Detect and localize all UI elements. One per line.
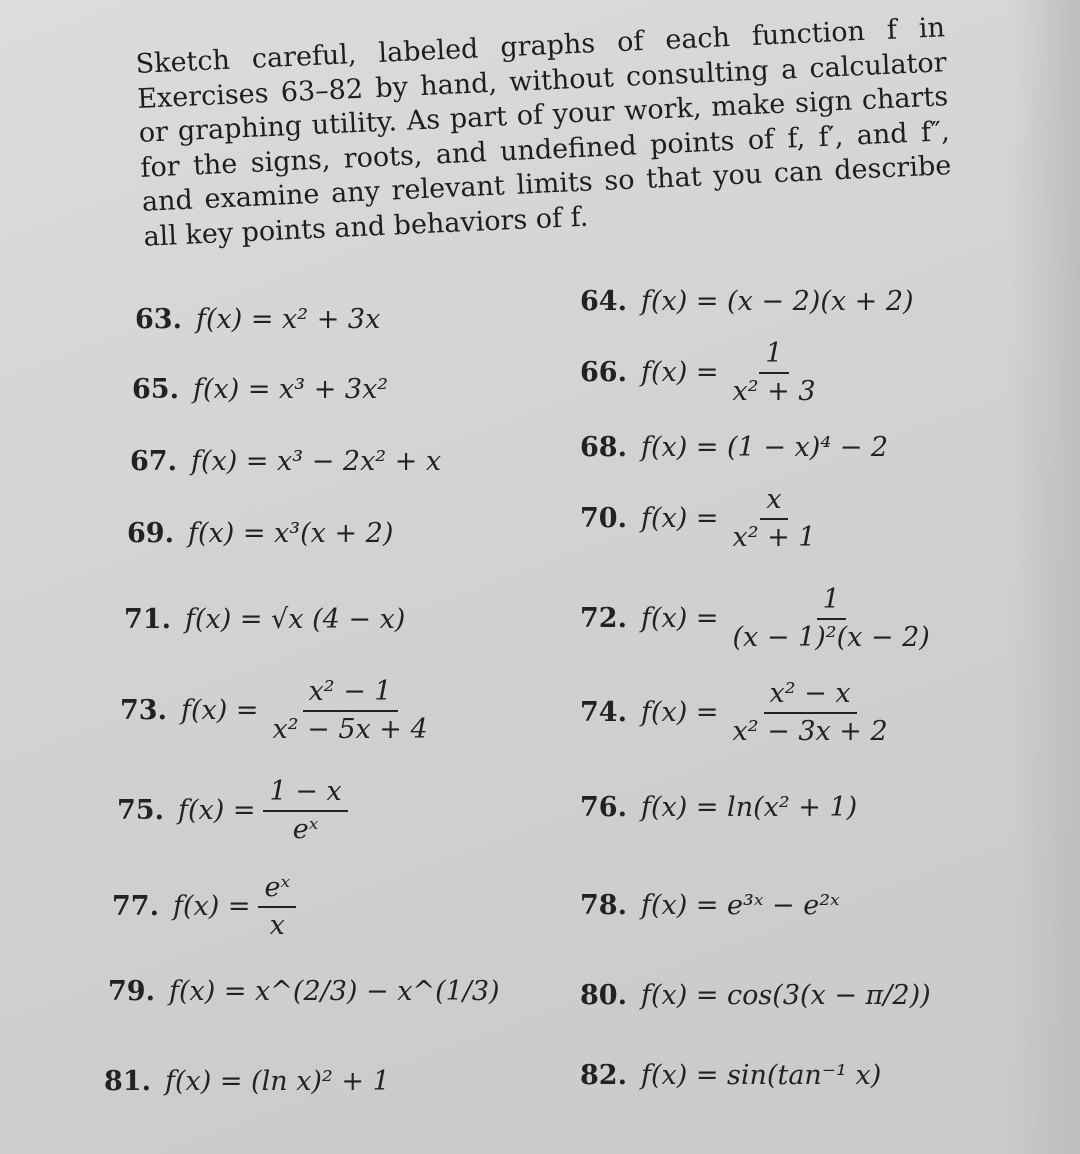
problem-lhs: f(x) =: [177, 795, 256, 826]
numerator: eˣ: [258, 872, 296, 908]
fraction: [726, 338, 821, 408]
problem-75: [117, 776, 348, 846]
numerator: x² − 1: [303, 676, 398, 712]
problem-number: 70.: [580, 503, 627, 534]
fraction: [258, 872, 296, 942]
problem-81: [104, 1066, 390, 1098]
problem-lhs: f(x) =: [640, 357, 719, 388]
problem-76: [580, 792, 857, 824]
exercise-instructions: Sketch careful, labeled graphs of each function f in Exercises 63–82 by hand, without consulting a calculator or graphing utility. As part of your work, make sign charts for the signs, roots, and undefined points of f, f′, and f″, and examine any relevant limits so that you can describe all key points and behaviors of f.: [135, 12, 952, 253]
problem-lhs: f(x) =: [640, 503, 719, 534]
problem-number: 66.: [580, 357, 627, 388]
problem-expression: f(x) = x³(x + 2): [187, 518, 394, 549]
problem-65: [132, 374, 388, 406]
problem-69: [127, 518, 393, 550]
problem-82: [580, 1060, 881, 1092]
denominator: x² + 1: [732, 522, 816, 553]
problem-expression: f(x) = cos(3(x − π/2)): [640, 980, 931, 1011]
problem-lhs: f(x) =: [180, 695, 259, 726]
problem-79: [108, 976, 500, 1008]
numerator: x² − x: [764, 678, 857, 714]
denominator: eˣ: [292, 814, 319, 845]
problem-72: [580, 584, 936, 654]
denominator: x: [269, 910, 285, 941]
problem-expression: f(x) = x² + 3x: [195, 304, 381, 335]
problem-lhs: f(x) =: [640, 603, 719, 634]
problem-expression: f(x) = x³ − 2x² + x: [190, 446, 442, 477]
fraction: [726, 678, 893, 748]
fraction: [726, 584, 935, 654]
problem-number: 65.: [132, 374, 179, 405]
numerator: 1 − x: [263, 776, 347, 812]
denominator: x² − 5x + 4: [272, 714, 428, 745]
problem-expression: f(x) = x³ + 3x²: [192, 374, 389, 405]
denominator: x² + 3: [732, 376, 816, 407]
problem-number: 68.: [580, 432, 627, 463]
problem-number: 73.: [120, 695, 167, 726]
problem-80: [580, 980, 931, 1012]
problem-64: [580, 286, 914, 318]
problem-74: [580, 678, 894, 748]
numerator: 1: [759, 338, 788, 374]
problem-number: 69.: [127, 518, 174, 549]
problem-number: 71.: [124, 604, 171, 635]
problem-70: [580, 484, 822, 554]
problem-73: [120, 676, 434, 746]
denominator: x² − 3x + 2: [732, 716, 888, 747]
problem-expression: f(x) = (x − 2)(x + 2): [640, 286, 914, 317]
fraction: [263, 776, 347, 846]
problem-67: [130, 446, 441, 478]
problem-expression: f(x) = sin(tan⁻¹ x): [640, 1060, 882, 1091]
problem-lhs: f(x) =: [640, 697, 719, 728]
problem-63: [135, 304, 380, 336]
problem-number: 82.: [580, 1060, 627, 1091]
problem-number: 77.: [112, 891, 159, 922]
problem-68: [580, 432, 888, 464]
problem-number: 72.: [580, 603, 627, 634]
problem-expression: f(x) = ln(x² + 1): [640, 792, 858, 823]
fraction: [266, 676, 433, 746]
problem-number: 74.: [580, 697, 627, 728]
problem-number: 78.: [580, 890, 627, 921]
problem-number: 63.: [135, 304, 182, 335]
problem-number: 67.: [130, 446, 177, 477]
problem-71: [124, 604, 405, 636]
problem-expression: f(x) = (1 − x)⁴ − 2: [640, 432, 889, 463]
problem-number: 76.: [580, 792, 627, 823]
problem-number: 64.: [580, 286, 627, 317]
problem-66: [580, 338, 822, 408]
numerator: 1: [817, 584, 846, 620]
problem-expression: f(x) = √x (4 − x): [184, 604, 406, 635]
problem-number: 79.: [108, 976, 155, 1007]
problem-77: [112, 872, 296, 942]
problem-expression: f(x) = x^(2/3) − x^(1/3): [168, 976, 500, 1007]
problem-lhs: f(x) =: [172, 891, 251, 922]
problem-number: 80.: [580, 980, 627, 1011]
problem-expression: f(x) = (ln x)² + 1: [164, 1066, 390, 1097]
problem-number: 75.: [117, 795, 164, 826]
fraction: [726, 484, 821, 554]
problem-number: 81.: [104, 1066, 151, 1097]
problem-78: [580, 890, 840, 922]
denominator: (x − 1)²(x − 2): [732, 622, 930, 653]
numerator: x: [760, 484, 787, 520]
problem-expression: f(x) = e³ˣ − e²ˣ: [640, 890, 840, 921]
page-shadow: [1010, 0, 1080, 1154]
